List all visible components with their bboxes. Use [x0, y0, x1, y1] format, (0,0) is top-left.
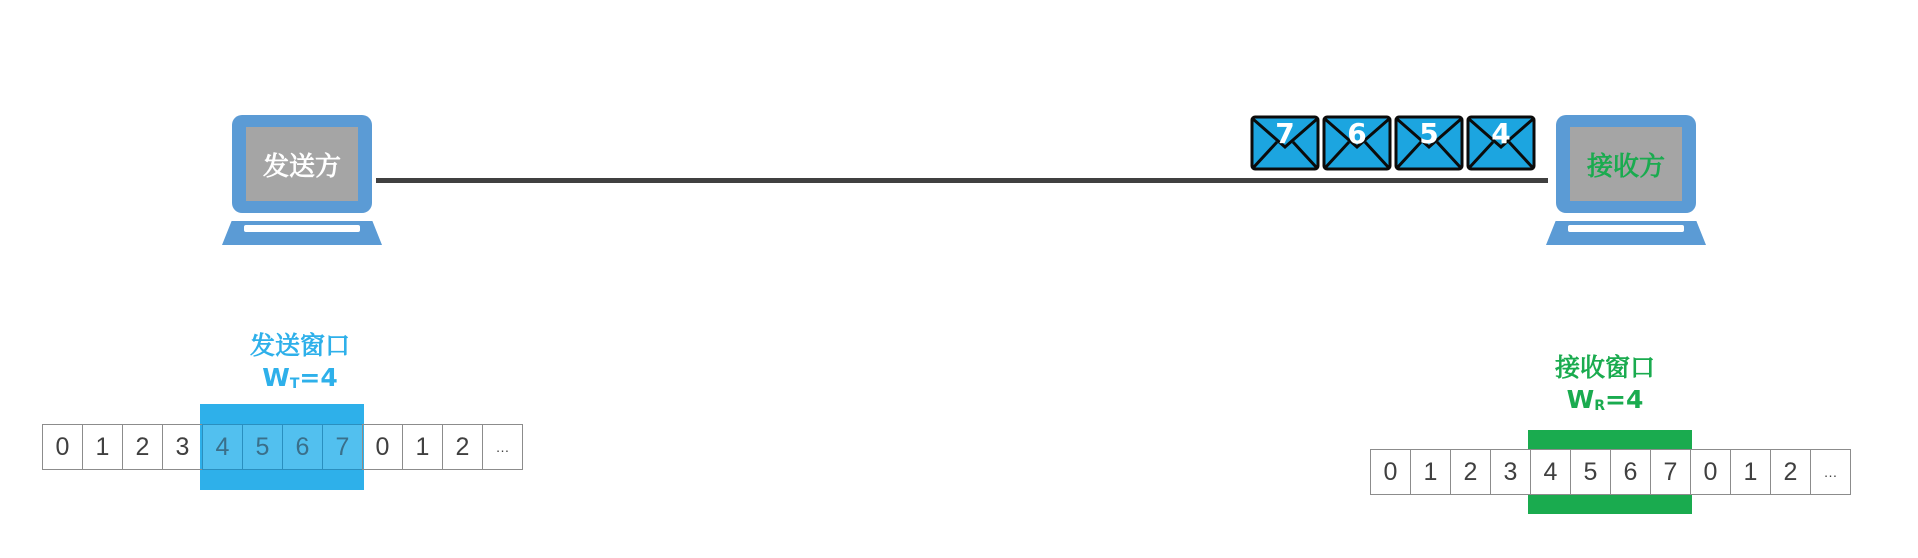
envelope-icon [1394, 115, 1464, 171]
sender-seq-cell: 1 [402, 424, 443, 470]
receiver-seq-cell: 0 [1690, 449, 1731, 495]
frame-number: 5 [1419, 117, 1439, 150]
receiver-laptop-display [1570, 127, 1682, 201]
sender-laptop-display [246, 127, 358, 201]
sender-window-name: 发送窗口 [249, 331, 350, 360]
receiver-label: 接收方 [1586, 151, 1665, 182]
receiver-laptop-keyboard [1568, 225, 1684, 232]
receiver-seq-cell: 1 [1730, 449, 1771, 495]
sender-seq-cell: 3 [162, 424, 203, 470]
receiver-seq-cell: 3 [1490, 449, 1531, 495]
frame-number: 6 [1347, 117, 1367, 150]
sender-window-size-prefix: W [262, 363, 290, 392]
frame-number: 4 [1491, 117, 1511, 150]
receiver-window-size [1505, 384, 1705, 422]
sender-seq-cell: 5 [242, 424, 283, 470]
sender-laptop-screen [232, 115, 372, 213]
envelope-icon [1322, 115, 1392, 171]
receiver-seq-cell: 5 [1570, 449, 1611, 495]
receiver-seq-cell: 0 [1370, 449, 1411, 495]
receiver-seq-cell: … [1810, 449, 1851, 495]
receiver-seq-cell: 6 [1610, 449, 1651, 495]
frame-number: 7 [1275, 117, 1295, 150]
receiver-window-name: 接收窗口 [1554, 353, 1655, 382]
receiver-sequence-strip [1370, 449, 1851, 495]
envelope-icon [1250, 115, 1320, 171]
sender-laptop-icon [222, 115, 382, 245]
receiver-seq-cell: 4 [1530, 449, 1571, 495]
sender-seq-cell: 6 [282, 424, 323, 470]
receiver-laptop-icon [1546, 115, 1706, 245]
sender-window-size-sub: T [289, 376, 300, 392]
receiver-seq-cell: 7 [1650, 449, 1691, 495]
sender-sequence-strip [42, 424, 523, 470]
envelope-icon [1466, 115, 1536, 171]
sender-label: 发送方 [262, 151, 341, 182]
sender-seq-cell: … [482, 424, 523, 470]
sender-seq-cell: 0 [42, 424, 83, 470]
receiver-seq-cell: 2 [1450, 449, 1491, 495]
receiver-window-size-prefix: W [1566, 385, 1595, 414]
sender-window-title [200, 330, 400, 400]
sender-seq-cell: 2 [122, 424, 163, 470]
sender-seq-cell: 4 [202, 424, 243, 470]
transmission-link [376, 178, 1548, 183]
sender-seq-cell: 0 [362, 424, 403, 470]
receiver-window-size-sub: R [1594, 398, 1605, 414]
sender-laptop-keyboard [244, 225, 360, 232]
sender-seq-cell: 1 [82, 424, 123, 470]
sender-window-size-value: =4 [299, 363, 338, 392]
receiver-seq-cell: 1 [1410, 449, 1451, 495]
receiver-window-size-value: =4 [1605, 385, 1644, 414]
sender-seq-cell: 2 [442, 424, 483, 470]
receiver-laptop-screen [1556, 115, 1696, 213]
sender-seq-cell: 7 [322, 424, 363, 470]
receiver-seq-cell: 2 [1770, 449, 1811, 495]
sender-window-size [200, 362, 400, 400]
receiver-window-title [1505, 352, 1705, 422]
